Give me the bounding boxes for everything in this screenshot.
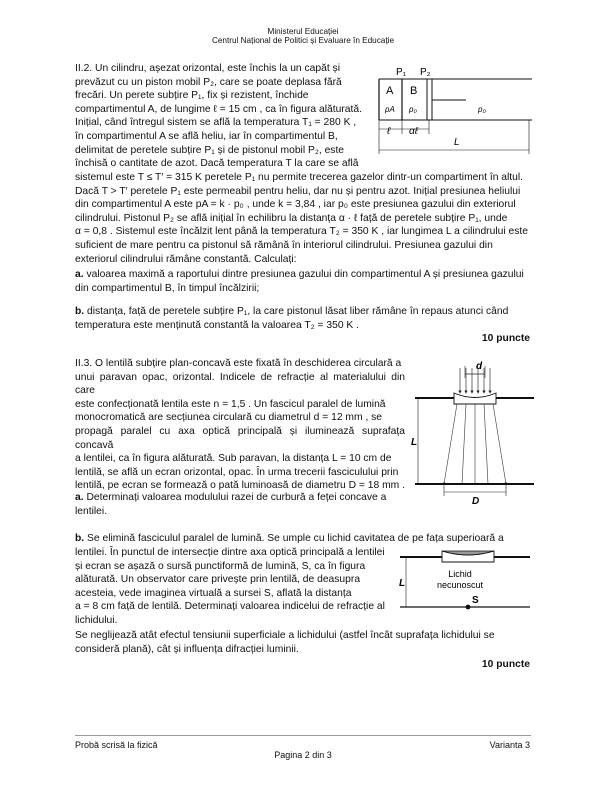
p3-intro-line: este confecționată lentila este n = 1,5 . Un fascicul paralel de lumină <box>75 398 386 410</box>
p3-intro-line: II.3. O lentilă subțire plan-concavă este fixată în deschiderea circulară a <box>75 358 402 369</box>
footer-page: Pagina 2 din 3 <box>274 750 332 760</box>
p2-question-a <box>75 268 531 295</box>
footer-left: Probă scrisă la fizică <box>75 740 158 750</box>
p2-body-line: exteriorul cilindrului rămâne constantă. Calculați: <box>75 253 297 265</box>
lens-liquid-figure <box>398 545 532 625</box>
p2-intro-line: închisă o cantitate de azot. Dacă temperatura T la care se află <box>75 158 359 170</box>
refracted-ray <box>444 404 457 484</box>
piston-p2 <box>427 79 432 120</box>
p3-note-line: Se neglijează atât efectul tensiunii superficiale a lichidului (astfel încât suprafața lichidului se <box>75 630 495 641</box>
p3-qb-line: acesteia, vede imaginea virtuală a sursei S, aflată la distanța <box>75 587 352 599</box>
point-source <box>466 605 471 610</box>
label-l: L <box>411 437 418 448</box>
cylinder-figure <box>374 64 534 160</box>
p2-points: 10 puncte <box>481 333 530 344</box>
p3-question-b <box>75 546 397 628</box>
label-d: d <box>476 361 483 372</box>
label-a: A <box>386 85 394 97</box>
label-b: B <box>410 85 418 97</box>
label-s: S <box>472 595 479 606</box>
question-label: b. <box>75 306 85 317</box>
label-unknown: necunoscut <box>436 580 484 590</box>
p2-intro-line: delimitat de peretele subțire P₁ și de pistonul mobil P₂, este <box>75 144 345 156</box>
p2-intro <box>75 62 367 171</box>
p2-intro-line: II.2. Un cilindru, așezat orizontal, este închis la un capăt și <box>75 63 340 74</box>
label-l: L <box>399 578 406 589</box>
label-p0-outside: p₀ <box>478 105 486 114</box>
p3-intro <box>75 357 405 493</box>
header-ministry: Ministerul Educației <box>267 27 339 36</box>
p3-qb-line: și ecran se așază o sursă punctiformă de lumină, S, ca în figura <box>75 560 366 572</box>
refracted-ray <box>493 404 506 484</box>
p2-body-line: α = 0,8 . Sistemul este încălzit lent până la temperatura T₂ = 350 K , iar lungimea L a cilindrului este <box>75 226 528 238</box>
p2-qb-line: temperatura este menținută constantă la valoarea T₂ = 350 K . <box>75 319 359 331</box>
p3-note-line: consideră plană), cât și influența difracției luminii. <box>75 643 299 655</box>
p2-intro-line: în compartimentul A se află heliu, iar în compartimentul B, <box>75 130 338 142</box>
p3-qb-line: Se elimină fasciculul paralel de lumină. Se umple cu lichid cavitatea de pe fața superioară a <box>84 533 504 544</box>
p2-body-line: sistemul este T ≤ T′ = 315 K peretele P₁ nu permite trecerea gazelor dintr-un compartiment în altul. <box>75 172 524 183</box>
p3-question-a <box>75 491 405 518</box>
p3-intro-line: propagă paralel cu axa optică principală și iluminează suprafața concavă <box>75 425 405 451</box>
p3-qb-line: lentilei. În punctul de intersecție dintre axa optică principală a lentilei <box>75 547 385 558</box>
label-alpha-ell: αℓ <box>409 126 418 137</box>
p3-note <box>75 629 531 656</box>
p2-qa-line: din compartimentul B, în timpul încălzirii; <box>75 282 260 294</box>
plano-concave-lens <box>454 393 496 404</box>
p2-body-line: cilindrului. Pistonul P₂ se află inițial în echilibru la distanța α · ℓ față de peretele subțire P₁, unde <box>75 212 508 224</box>
p3-qa-line: lentilei. <box>75 505 108 517</box>
p2-qa-line: valoarea maximă a raportului dintre presiunea gazului din compartimentul A și presiunea gazului <box>83 269 524 280</box>
p3-question-b-first <box>75 532 531 546</box>
footer-variant: Varianta 3 <box>489 740 530 750</box>
p3-qb-line: a = 8 cm față de lentilă. Determinați valoarea indicelui de refracție al <box>75 601 385 613</box>
p2-qb-line: distanța, față de peretele subțire P₁, la care pistonul lăsat liber rămâne în repaus atunci când <box>84 306 509 317</box>
label-length: L <box>454 137 460 148</box>
p3-qb-line: lichidului. <box>75 614 118 626</box>
p2-body-line: suficient de mare pentru ca pistonul să rămână în interiorul cilindrului. Presiunea gazului din <box>75 239 493 251</box>
label-ell: ℓ <box>387 126 391 137</box>
p2-question-b <box>75 305 531 332</box>
p3-intro-line: lentilă, se află un ecran orizontal, opac. În urma trecerii fasciculului prin <box>75 466 399 478</box>
question-label: b. <box>75 533 85 544</box>
p2-body-line: Dacă T > T′ peretele P₁ este permeabil pentru heliu, dar nu și pentru azot. Inițial presiunea heliului <box>75 185 521 197</box>
refracted-ray <box>462 404 466 484</box>
lens-beam-figure <box>410 360 536 510</box>
p3-intro-line: unui paravan opac, orizontal. Indicele de refracție al materialului din care <box>75 371 405 397</box>
p2-intro-line: compartimentul A, de lungime ℓ = 15 cm , ca în figura alăturată. <box>75 103 362 115</box>
p2-body <box>75 171 531 266</box>
p3-intro-line: monocromatică are secțiunea circulară cu diametrul d = 12 mm , se <box>75 412 383 424</box>
p3-intro-line: lentilă, pe ecran se formează o pată luminoasă de diametru D = 18 mm . <box>75 480 405 492</box>
label-liquid: Lichid <box>448 569 472 579</box>
label-p0-inside: p₀ <box>409 105 417 114</box>
p3-qb-line: alăturată. Un observator care privește prin lentilă, de deasupra <box>75 574 361 586</box>
p2-intro-line: prevăzut cu un piston mobil P₂, care se poate deplasa fără <box>75 76 342 88</box>
label-p1: P₁ <box>396 67 407 78</box>
p2-intro-line: Inițial, când întregul sistem se află la temperatura T₁ = 280 K , <box>75 117 357 129</box>
question-label: a. <box>75 269 84 280</box>
footer-divider <box>75 735 531 736</box>
p3-points: 10 puncte <box>481 659 530 670</box>
p2-intro-line: frecări. Un perete subțire P₁, fix și rezistent, închide <box>75 90 309 102</box>
refracted-ray <box>484 404 488 484</box>
question-label: a. <box>75 492 84 503</box>
p3-qa-line: Determinați valoarea modulului razei de curbură a feței concave a <box>83 492 387 503</box>
label-p2: P₂ <box>420 67 431 78</box>
label-pa: pA <box>385 105 395 114</box>
header-center: Centrul Național de Politici și Evaluare în Educație <box>211 36 395 45</box>
p3-intro-line: a lentilei, ca în figura alăturată. Sub paravan, la distanța L = 10 cm de <box>75 453 392 465</box>
label-spot-d: D <box>472 496 480 507</box>
p2-body-line: din compartimentul A este pA = k · p₀ , unde k = 3,84 , iar p₀ este presiunea gazului din exteriorul <box>75 199 516 211</box>
